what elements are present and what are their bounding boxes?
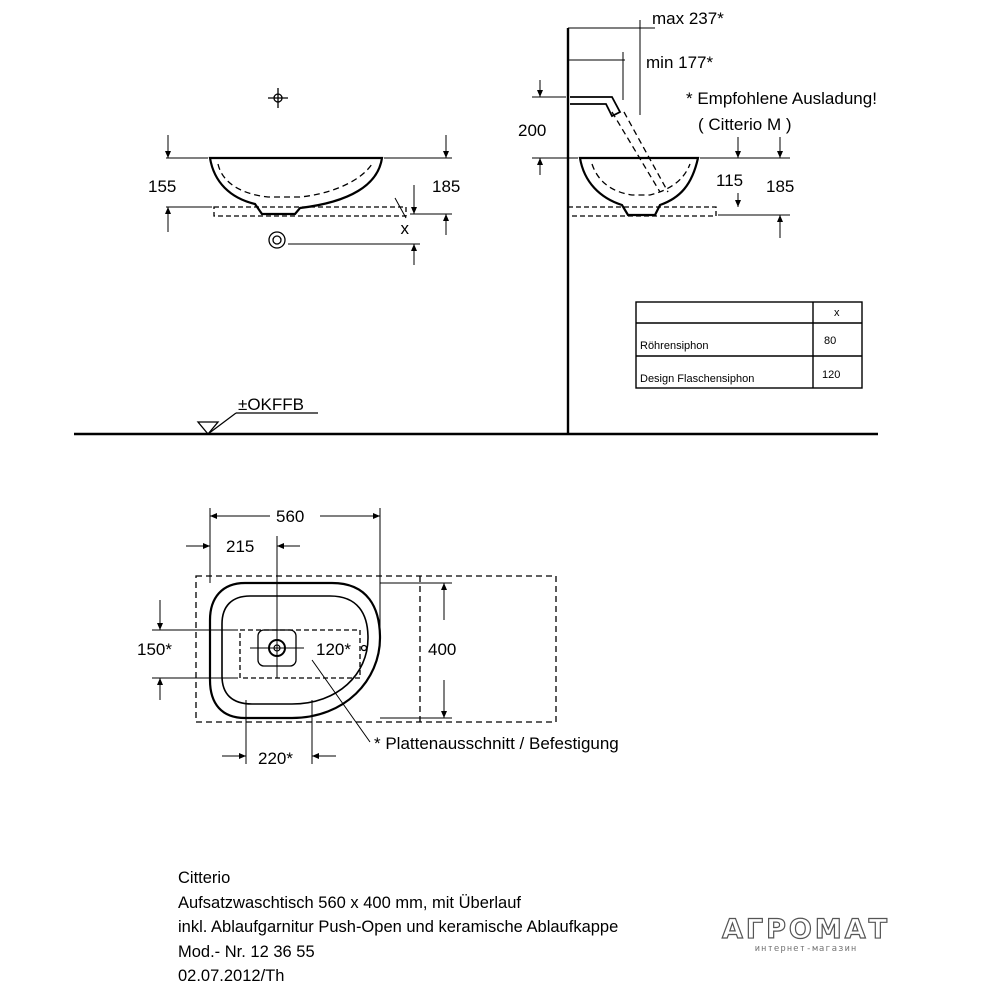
side-dim-x: x bbox=[400, 219, 409, 238]
front-dim-max: max 237* bbox=[652, 9, 724, 28]
front-dim-185: 185 bbox=[766, 177, 795, 196]
front-dim-115: 115 bbox=[716, 171, 744, 190]
side-drain bbox=[269, 232, 285, 248]
floor-label: ±OKFFB bbox=[238, 395, 304, 414]
overflow-icon bbox=[362, 646, 367, 651]
watermark bbox=[716, 916, 896, 954]
front-note-line2: ( Citterio M ) bbox=[698, 115, 792, 134]
front-note-line1: * Empfohlene Ausladung! bbox=[686, 89, 877, 108]
front-dim-200: 200 bbox=[518, 121, 547, 140]
siphon-row-name: Röhrensiphon bbox=[640, 340, 709, 352]
floor-reference bbox=[74, 413, 878, 434]
top-note: * Plattenausschnitt / Befestigung bbox=[374, 734, 619, 753]
siphon-table-header-x: x bbox=[834, 307, 840, 319]
watermark-subtitle: интернет-магазин bbox=[754, 944, 858, 954]
side-dim-185: 185 bbox=[432, 177, 461, 196]
side-basin-outline bbox=[210, 158, 382, 214]
top-dim-220: 220* bbox=[258, 749, 293, 768]
siphon-row-value: 120 bbox=[822, 369, 841, 381]
siphon-row-value: 80 bbox=[824, 335, 837, 347]
front-basin-inner bbox=[592, 164, 690, 195]
top-view bbox=[152, 508, 556, 764]
side-dim-155: 155 bbox=[148, 177, 177, 196]
top-dim-400: 400 bbox=[428, 640, 457, 659]
top-countertop bbox=[196, 576, 556, 722]
side-countertop bbox=[214, 207, 406, 216]
caption-model-number: Mod.- Nr. 12 36 55 bbox=[178, 942, 315, 961]
side-view bbox=[166, 88, 452, 265]
tap-hole-symbol bbox=[268, 88, 288, 108]
top-dim-120: 120* bbox=[316, 640, 351, 659]
watermark-brand: АГРОМАТ bbox=[721, 914, 891, 945]
front-view bbox=[532, 20, 790, 434]
caption-includes: inkl. Ablaufgarnitur Push-Open und keramische Ablaufkappe bbox=[178, 918, 619, 936]
side-basin-inner bbox=[218, 164, 372, 197]
top-dim-215: 215 bbox=[226, 537, 255, 556]
front-dim-min: min 177* bbox=[646, 53, 714, 72]
caption-block bbox=[178, 866, 618, 989]
siphon-row-name: Design Flaschensiphon bbox=[640, 373, 755, 385]
caption-title: Citterio bbox=[178, 869, 231, 887]
top-dim-150: 150* bbox=[137, 640, 172, 659]
caption-date: 02.07.2012/Th bbox=[178, 967, 285, 985]
top-dim-560: 560 bbox=[276, 507, 305, 526]
caption-description: Aufsatzwaschtisch 560 x 400 mm, mit Überlauf bbox=[178, 893, 521, 912]
